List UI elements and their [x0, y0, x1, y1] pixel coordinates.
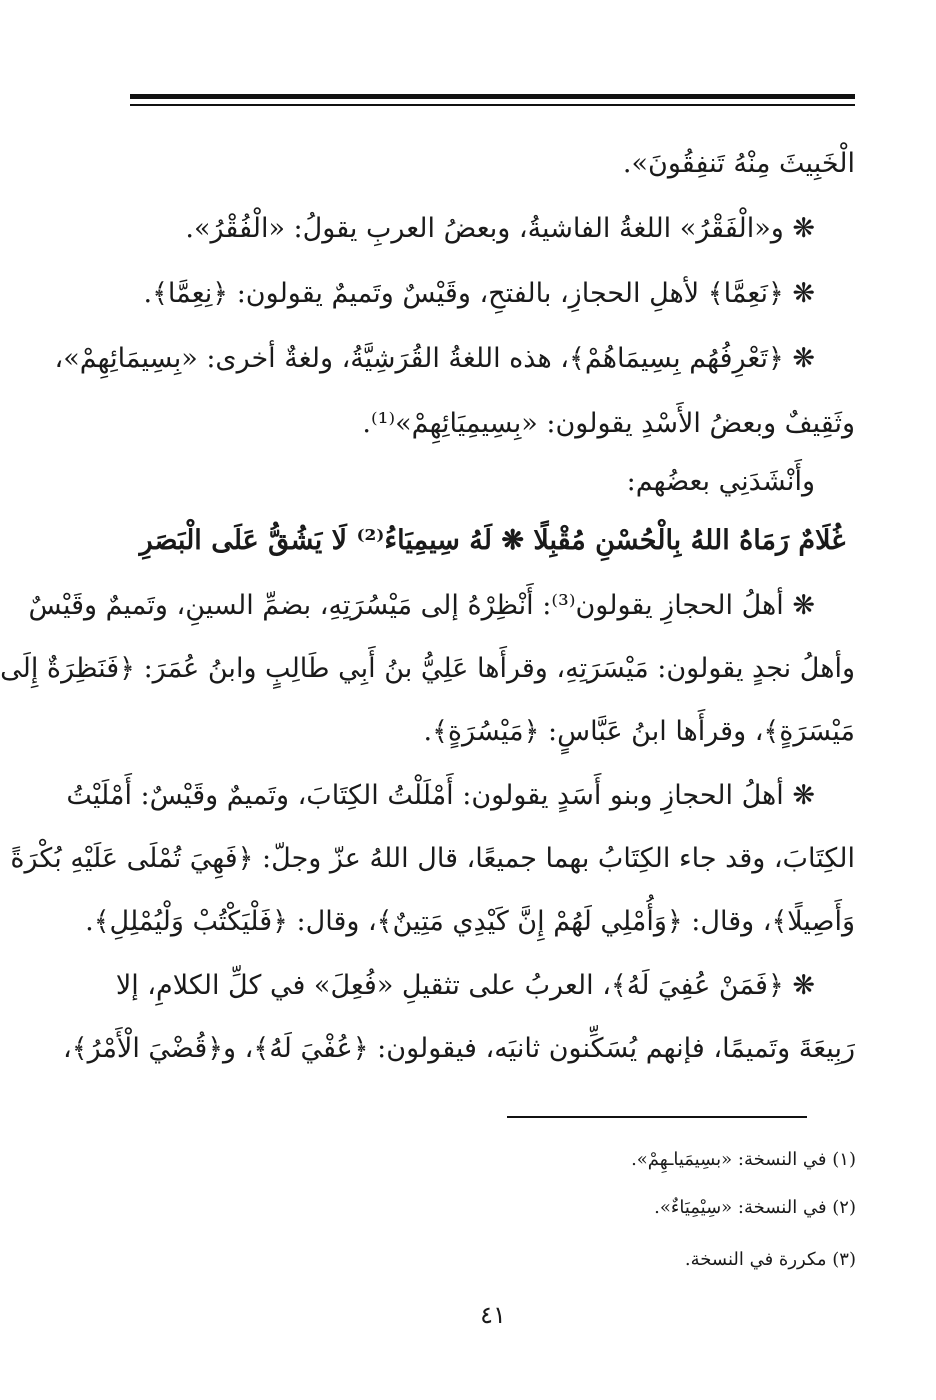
text-line: ❋ أهلُ الحجازِ يقولون⁽³⁾: أَنْظِرْهُ إلى مَيْسُرَتِهِ، بضمِّ السينِ، وتَميمٌ وقَيْسٌ	[28, 590, 815, 621]
text-line: ❋ و«الْفَقْرُ» اللغةُ الفاشيةُ، وبعضُ العربِ يقولُ: «الْفُقْرُ».	[185, 213, 815, 244]
text-line: وأَنْشَدَنِي بعضُهم:	[626, 466, 815, 497]
page-number: ٤١	[480, 1301, 506, 1329]
footnote-separator	[507, 1116, 807, 1118]
text-line: وَأَصِيلًا﴾، وقال: ﴿وَأُمْلِي لَهُمْ إِنَّ كَيْدِي مَتِينٌ﴾، وقال: ﴿فَلْيَكْتُبْ وَلْيُمْلِلِ﴾.	[85, 906, 855, 937]
footnote: (٣) مكررة في النسخة.	[684, 1249, 856, 1270]
text-line: الْخَبِيثَ مِنْهُ تَنفِقُونَ».	[622, 148, 855, 179]
header-rule-thick	[130, 94, 855, 99]
text-line: ❋ أهلُ الحجازِ وبنو أَسَدٍ يقولون: أَمْلَلْتُ الكِتَابَ، وتَميمٌ وقَيْسٌ: أَمْلَيْتُ	[66, 780, 815, 811]
header-rule-thin	[130, 104, 855, 106]
text-line: ❋ ﴿فَمَنْ عُفِيَ لَهُ﴾، العربُ على تثقيلِ «فُعِلَ» في كلِّ الكلامِ، إلا	[115, 970, 815, 1001]
text-line: وأهلُ نجدٍ يقولون: مَيْسَرَتِهِ، وقرأَها عَلِيُّ بنُ أَبِي طَالِبٍ وابنُ عُمَرَ: ﴿فَنَظِرَةٌ إِلَى	[0, 653, 855, 684]
verse-line: غُلَامٌ رَمَاهُ اللهُ بِالْحُسْنِ مُقْبِلًا ❋ لَهُ سِيمِيَاءُ⁽²⁾ لَا يَشُقُّ عَلَى الْبَصَرِ	[139, 525, 846, 556]
text-line: ❋ ﴿تَعْرِفُهُم بِسِيمَاهُمْ﴾، هذه اللغةُ القُرَشِيَّةُ، ولغةٌ أخرى: «بِسِيمَائِهِمْ»،	[54, 343, 815, 374]
text-line: مَيْسَرَةٍ﴾، وقرأَها ابنُ عَبَّاسٍ: ﴿مَيْسُرَةٍ﴾.	[423, 716, 855, 747]
text-line: ❋ ﴿نَعِمَّا﴾ لأهلِ الحجازِ، بالفتحِ، وقَيْسٌ وتَميمٌ يقولون: ﴿نِعِمَّا﴾.	[143, 278, 815, 309]
footnote: (٢) في النسخة: «سِيْمِيَاءٌ».	[654, 1197, 856, 1218]
text-line: وثَقِيفٌ وبعضُ الأَسْدِ يقولون: «بِسِيمِيَائِهِمْ»⁽¹⁾.	[362, 408, 855, 439]
footnote: (١) في النسخة: «بسِيمَيا‍ـهِمْ».	[631, 1149, 856, 1170]
text-line: الكِتَابَ، وقد جاء الكِتَابُ بهما جميعًا، قال اللهُ عزّ وجلّ: ﴿فَهِيَ تُمْلَى عَلَيْهِ بُكْرَةً	[10, 843, 855, 874]
text-line: رَبِيعَةَ وتَميمًا، فإنهم يُسَكِّنون ثانيَه، فيقولون: ﴿عُفْيَ لَهُ﴾، و﴿قُضْيَ الْأَمْرُ﴾،	[63, 1033, 855, 1064]
